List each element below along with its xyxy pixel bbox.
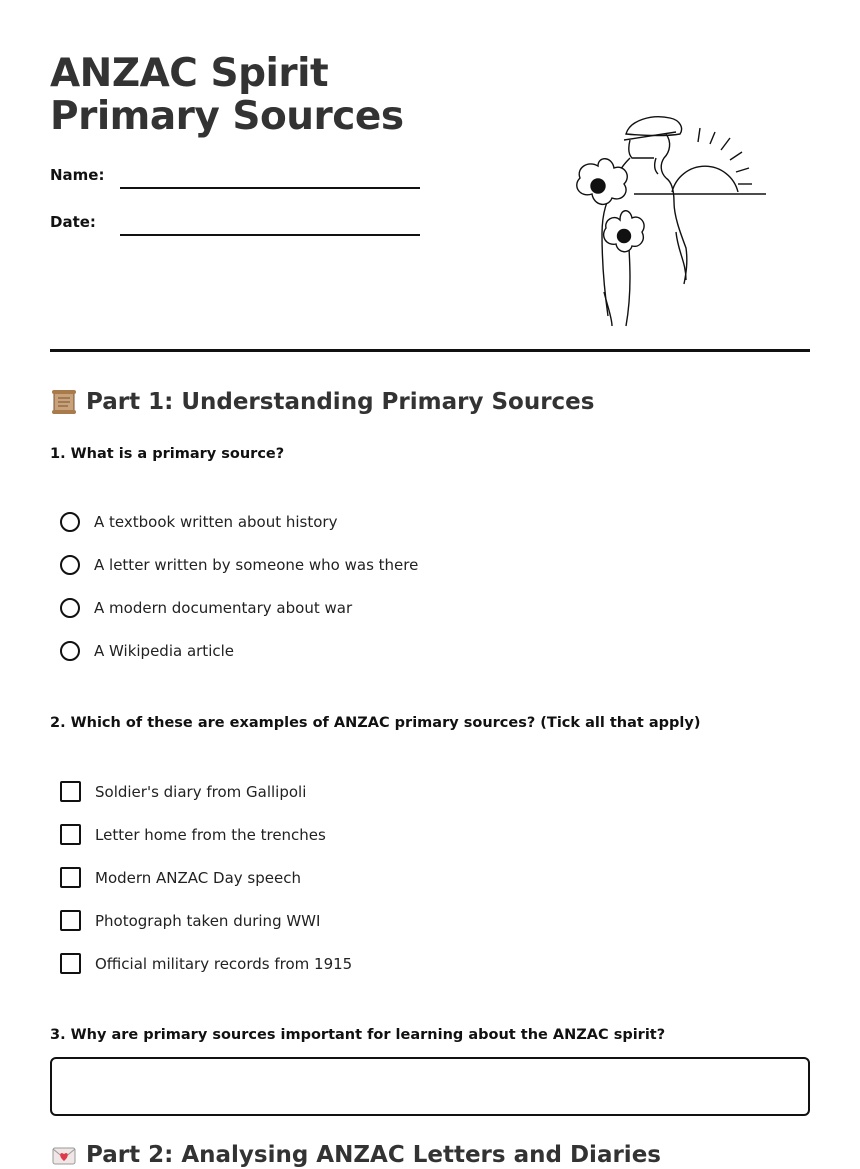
- q2-option[interactable]: [60, 824, 326, 845]
- scroll-icon: [50, 388, 78, 416]
- question-2: 2. Which of these are examples of ANZAC primary sources? (Tick all that apply): [50, 715, 701, 731]
- radio-button[interactable]: [60, 512, 80, 532]
- section-divider: [50, 349, 810, 352]
- radio-button[interactable]: [60, 598, 80, 618]
- part2-title: Part 2: Analysing ANZAC Letters and Diaries: [86, 1142, 661, 1168]
- question-3: 3. Why are primary sources important for learning about the ANZAC spirit?: [50, 1027, 666, 1043]
- checkbox[interactable]: [60, 781, 81, 802]
- poppy-icon-2: [604, 211, 644, 252]
- q2-option[interactable]: [60, 867, 301, 888]
- option-label: A Wikipedia article: [94, 642, 235, 660]
- checkbox[interactable]: [60, 953, 81, 974]
- q1-option[interactable]: [60, 512, 337, 532]
- q1-option[interactable]: [60, 555, 418, 575]
- q3-answer-textarea[interactable]: [50, 1057, 810, 1116]
- q1-option[interactable]: [60, 641, 234, 661]
- radio-button[interactable]: [60, 555, 80, 575]
- name-label: Name:: [50, 166, 105, 184]
- name-field[interactable]: [120, 187, 420, 189]
- date-label: Date:: [50, 213, 96, 231]
- part1-heading: [50, 388, 594, 416]
- q2-option[interactable]: [60, 953, 352, 974]
- option-label: A textbook written about history: [94, 513, 338, 531]
- checkbox[interactable]: [60, 824, 81, 845]
- option-label: Photograph taken during WWI: [95, 911, 321, 930]
- checkbox[interactable]: [60, 867, 81, 888]
- q1-option[interactable]: [60, 598, 352, 618]
- q2-option[interactable]: [60, 910, 320, 931]
- radio-button[interactable]: [60, 641, 80, 661]
- checkbox[interactable]: [60, 910, 81, 931]
- page-title: ANZAC Spirit Primary Sources: [50, 51, 404, 139]
- envelope-heart-icon: [50, 1141, 78, 1169]
- option-label: A letter written by someone who was there: [94, 556, 419, 574]
- option-label: Official military records from 1915: [95, 954, 353, 973]
- part1-title: Part 1: Understanding Primary Sources: [86, 389, 595, 415]
- soldier-poppy-illustration: [568, 112, 774, 330]
- date-field[interactable]: [120, 234, 420, 236]
- question-1: 1. What is a primary source?: [50, 446, 285, 462]
- q2-option[interactable]: [60, 781, 306, 802]
- sun-icon: [634, 128, 766, 194]
- option-label: Soldier's diary from Gallipoli: [95, 782, 307, 801]
- option-label: Letter home from the trenches: [95, 825, 326, 844]
- poppy-icon: [577, 159, 627, 205]
- option-label: Modern ANZAC Day speech: [95, 868, 301, 887]
- part2-heading: [50, 1141, 661, 1169]
- option-label: A modern documentary about war: [94, 599, 353, 617]
